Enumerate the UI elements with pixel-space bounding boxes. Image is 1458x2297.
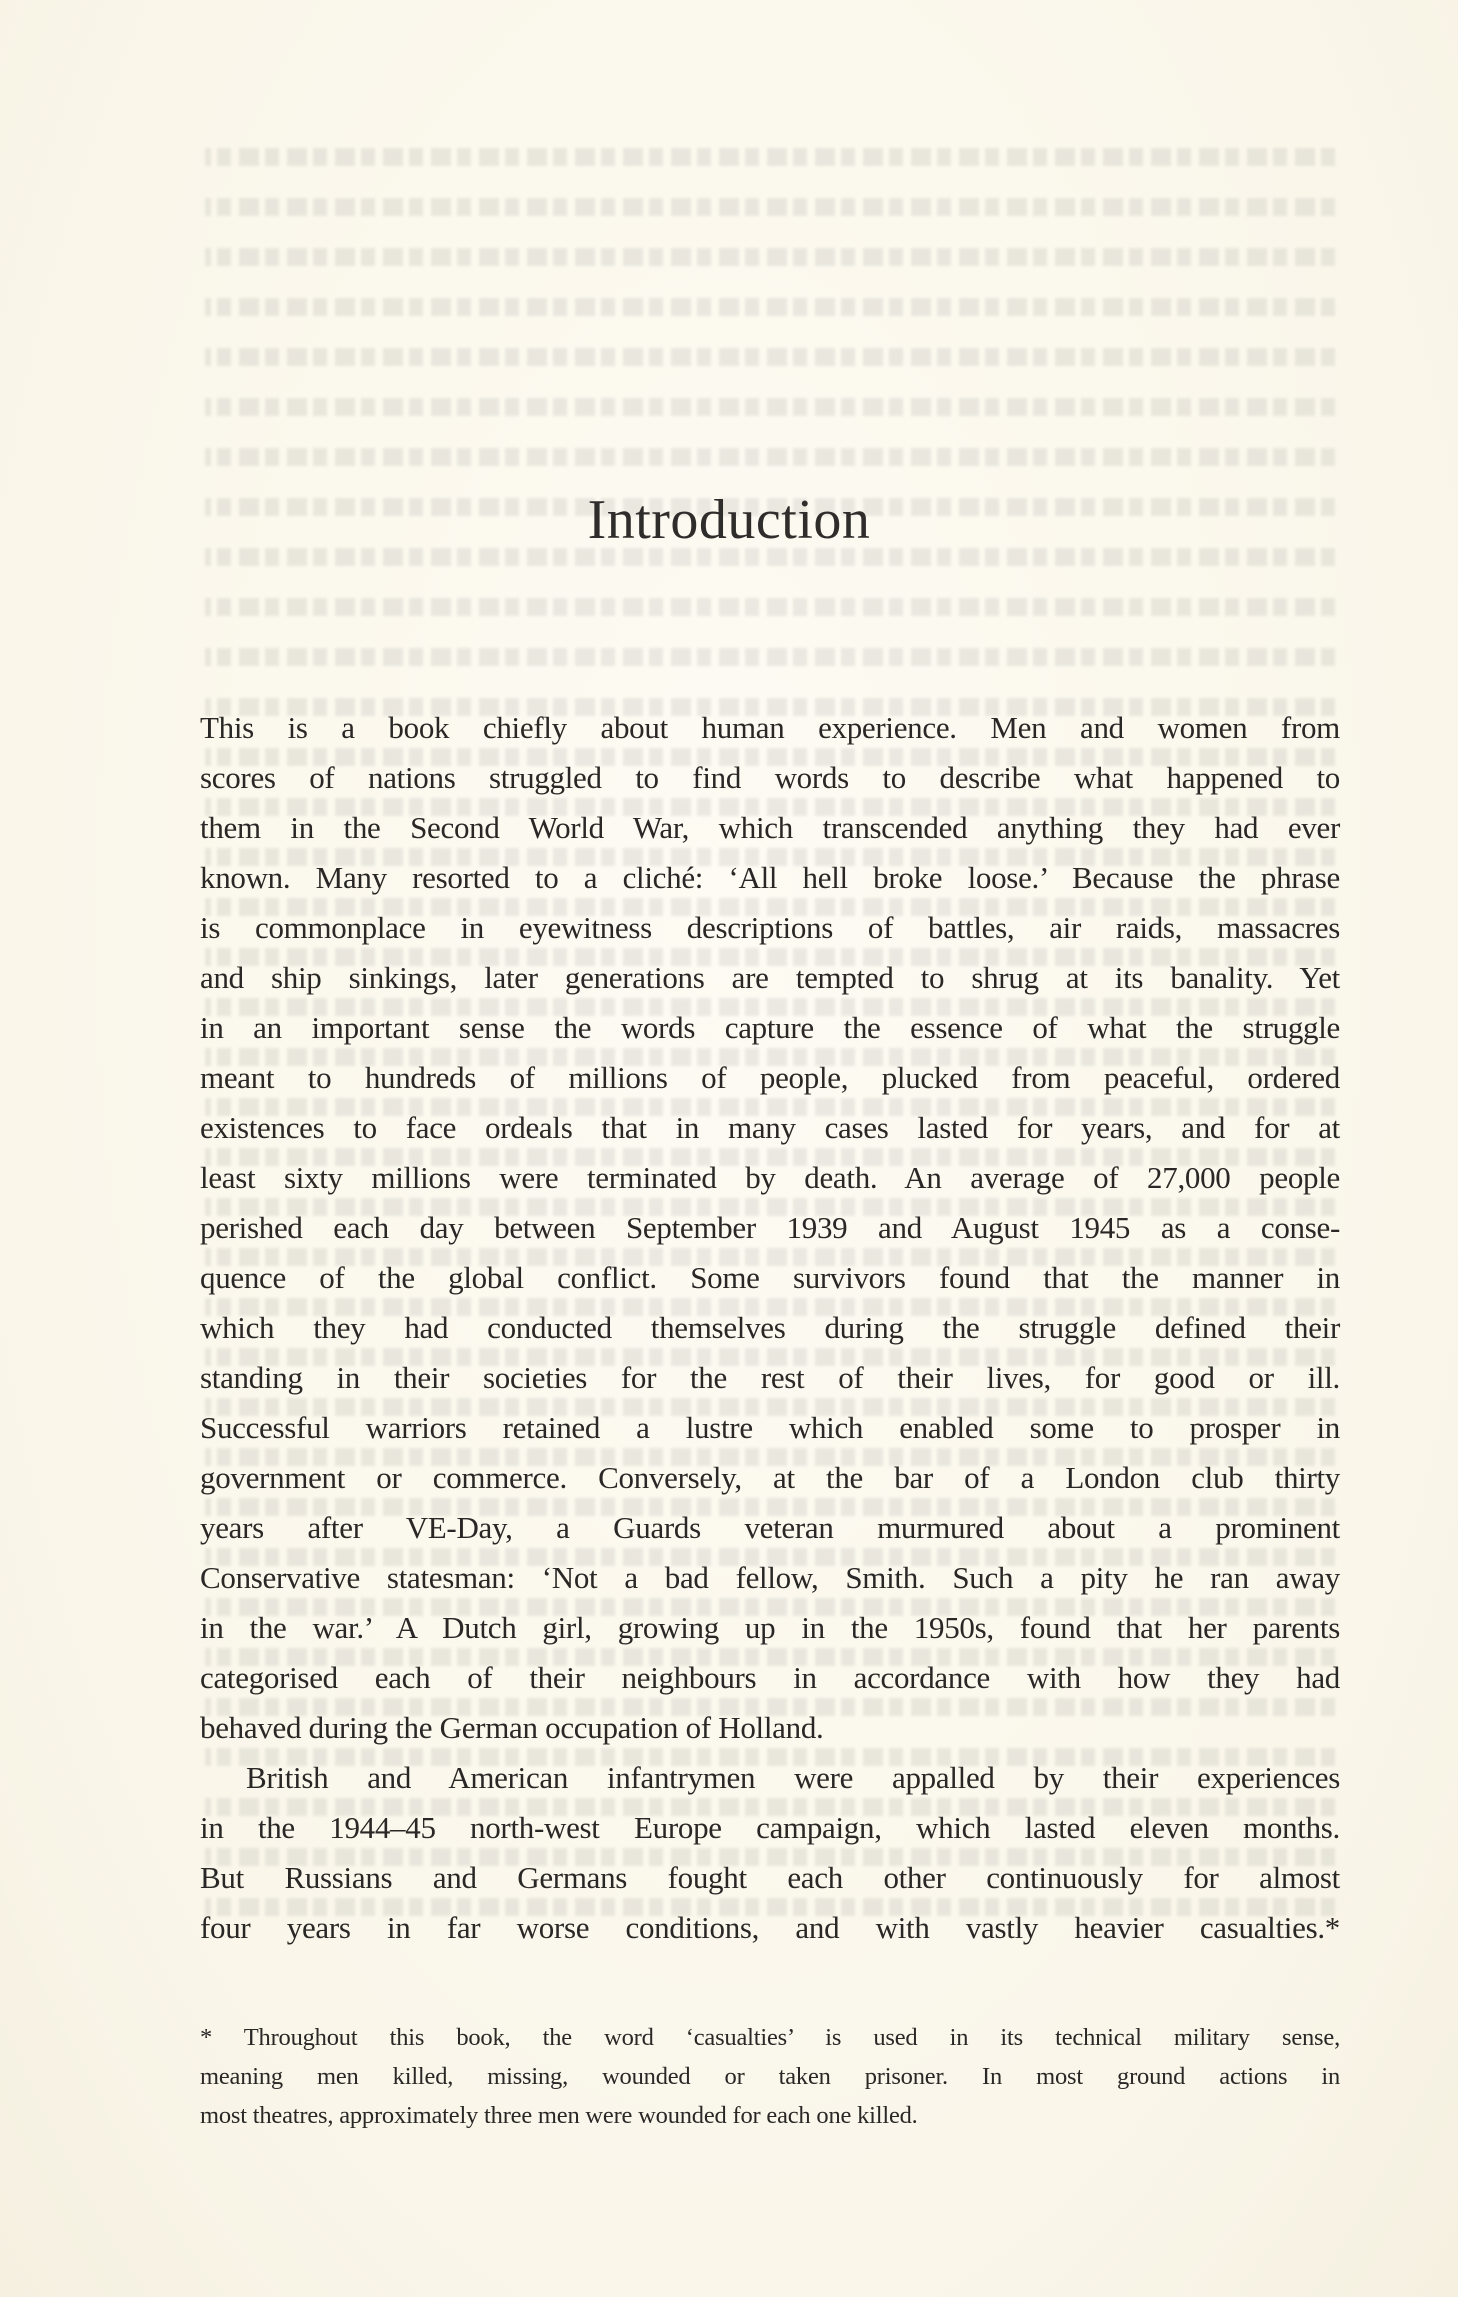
text-line: which they had conducted themselves during the struggle defined their [200,1310,1340,1345]
text-line: known. Many resorted to a cliché: ‘All hell broke loose.’ Because the phrase [200,860,1340,895]
text-line: four years in far worse conditions, and with vastly heavier casualties.* [200,1910,1340,1945]
body-text [200,703,1340,1953]
text-line: in the war.’ A Dutch girl, growing up in the 1950s, found that her parents [200,1610,1340,1645]
paragraph-2 [200,1753,1340,1953]
text-line: quence of the global conflict. Some survivors found that the manner in [200,1260,1340,1295]
text-line: least sixty millions were terminated by death. An average of 27,000 people [200,1160,1340,1195]
footnote-line: meaning men killed, missing, wounded or taken prisoner. In most ground actions in [200,2063,1340,2090]
footnote [200,2018,1340,2135]
text-line: Conservative statesman: ‘Not a bad fellow, Smith. Such a pity he ran away [200,1560,1340,1595]
text-line: years after VE-Day, a Guards veteran murmured about a prominent [200,1510,1340,1545]
text-line: Successful warriors retained a lustre which enabled some to prosper in [200,1410,1340,1445]
text-line: meant to hundreds of millions of people, plucked from peaceful, ordered [200,1060,1340,1095]
text-line: This is a book chiefly about human experience. Men and women from [200,710,1340,745]
text-line: is commonplace in eyewitness descriptions of battles, air raids, massacres [200,910,1340,945]
text-line: government or commerce. Conversely, at the bar of a London club thirty [200,1460,1340,1495]
text-line: in the 1944–45 north-west Europe campaign, which lasted eleven months. [200,1810,1340,1845]
chapter-title: Introduction [587,489,871,551]
footnote-line: most theatres, approximately three men were wounded for each one killed. [200,2102,918,2129]
text-line: standing in their societies for the rest of their lives, for good or ill. [200,1360,1340,1395]
text-line: and ship sinkings, later generations are tempted to shrug at its banality. Yet [200,960,1340,995]
text-line: perished each day between September 1939 and August 1945 as a conse- [200,1210,1340,1245]
text-line: them in the Second World War, which transcended anything they had ever [200,810,1340,845]
text-line: in an important sense the words capture the essence of what the struggle [200,1010,1340,1045]
text-line: behaved during the German occupation of Holland. [200,1710,824,1745]
text-line: But Russians and Germans fought each other continuously for almost [200,1860,1340,1895]
text-line: existences to face ordeals that in many cases lasted for years, and for at [200,1110,1340,1145]
footnote-line: * Throughout this book, the word ‘casualties’ is used in its technical military sense, [200,2024,1340,2051]
text-line: categorised each of their neighbours in accordance with how they had [200,1660,1340,1695]
paragraph-1 [200,703,1340,1753]
text-line: British and American infantrymen were appalled by their experiences [246,1760,1340,1795]
text-line: scores of nations struggled to find words to describe what happened to [200,760,1340,795]
